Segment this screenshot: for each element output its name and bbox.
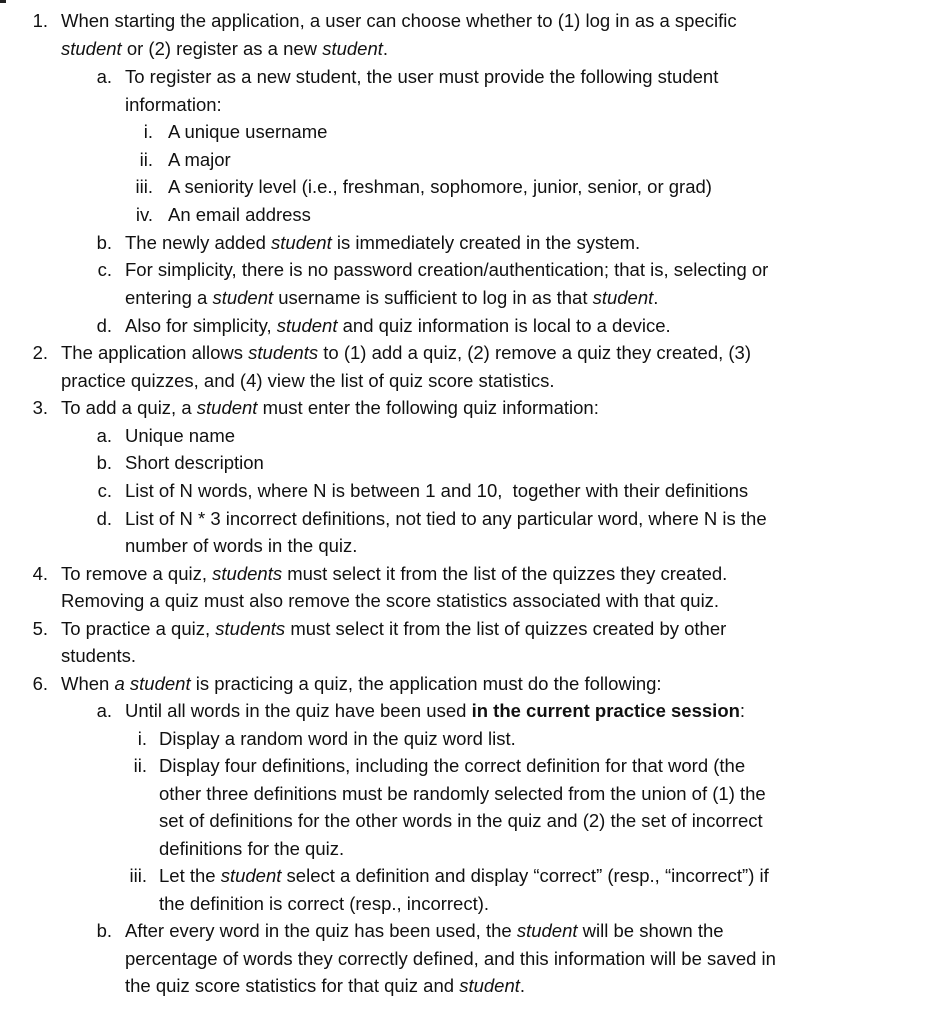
text-run: .	[519, 975, 526, 996]
text-run: student	[592, 287, 654, 308]
req-6a-ii-line-4	[159, 835, 344, 862]
line-text	[125, 700, 745, 721]
line-text	[159, 728, 516, 749]
line-text	[125, 920, 724, 941]
line-text	[61, 590, 719, 611]
req-1a-line-2	[125, 91, 222, 118]
req-1-line-1	[32, 7, 737, 34]
text-run: to (1) add a quiz, (2) remove a quiz they created, (3)	[318, 342, 752, 363]
text-run: number of words in the quiz.	[125, 535, 358, 556]
line-text	[159, 893, 489, 914]
text-run: practice quizzes, and (4) view the list of quiz score statistics.	[61, 370, 555, 391]
line-text	[125, 259, 768, 280]
text-run: Short description	[125, 452, 264, 473]
text-run: student	[271, 232, 332, 253]
list-roman: iii.	[129, 865, 147, 886]
req-1-line-2	[61, 35, 388, 62]
text-run: Display a random word in the quiz word list.	[159, 728, 516, 749]
line-text	[61, 397, 599, 418]
text-run: student	[276, 315, 338, 336]
line-text	[159, 838, 344, 859]
text-run: Until all words in the quiz have been used	[125, 700, 472, 721]
text-run: An email address	[168, 204, 311, 225]
line-text	[61, 342, 751, 363]
text-run: username is sufficient to log in as that	[273, 287, 593, 308]
list-letter: a.	[96, 425, 112, 446]
line-text	[125, 480, 748, 501]
text-run: must enter the following quiz information:	[257, 397, 599, 418]
req-3d-line-2	[125, 532, 357, 559]
line-text	[61, 645, 136, 666]
req-6a-iii-line-2	[159, 890, 489, 917]
req-1c-line-1	[97, 256, 769, 283]
req-1a-iii	[135, 173, 712, 200]
list-number: 5.	[32, 618, 48, 639]
text-run: A major	[168, 149, 231, 170]
list-roman: i.	[137, 728, 147, 749]
text-run: When	[61, 673, 115, 694]
req-6a-iii-line-1	[129, 862, 769, 889]
line-text	[125, 315, 671, 336]
text-run: For simplicity, there is no password creation/authentication; that is, selecting or	[125, 259, 769, 280]
text-run: student	[516, 920, 578, 941]
text-run: is practicing a quiz, the application must do the following:	[190, 673, 662, 694]
text-run: Display four definitions, including the correct definition for that word (the	[159, 755, 746, 776]
text-run: student	[61, 38, 122, 59]
text-run: students	[215, 618, 286, 639]
text-run: and quiz information is local to a device.	[337, 315, 671, 336]
text-run: is immediately created in the system.	[331, 232, 641, 253]
line-text	[168, 121, 327, 142]
text-run: A unique username	[168, 121, 328, 142]
text-run: in the current practice session	[471, 700, 740, 721]
text-run: students	[248, 342, 319, 363]
text-run: .	[653, 287, 659, 308]
line-text	[61, 10, 737, 31]
text-run: The application allows	[61, 342, 249, 363]
req-2-line-1	[32, 339, 752, 366]
text-run: To remove a quiz,	[61, 563, 213, 584]
list-letter: b.	[96, 920, 112, 941]
text-run: percentage of words they correctly defined, and this information will be saved in	[125, 948, 776, 969]
line-text	[61, 618, 726, 639]
line-text	[125, 535, 357, 556]
text-run: To practice a quiz,	[61, 618, 216, 639]
text-run: Also for simplicity,	[125, 315, 277, 336]
line-text	[159, 865, 769, 886]
list-letter: c.	[97, 480, 112, 501]
req-6	[32, 670, 662, 697]
req-4-line-2	[61, 587, 719, 614]
text-run: student	[322, 38, 383, 59]
text-run: definitions for the quiz.	[159, 838, 345, 859]
line-text	[159, 810, 763, 831]
req-6a-ii-line-3	[159, 807, 763, 834]
line-text	[61, 38, 388, 59]
text-run: Unique name	[125, 425, 236, 446]
line-text	[125, 452, 264, 473]
text-run: students.	[61, 645, 137, 666]
list-roman: i.	[143, 121, 153, 142]
text-run: student	[459, 975, 520, 996]
text-run: Removing a quiz must also remove the score statistics associated with that quiz.	[61, 590, 720, 611]
req-1a-line-1	[96, 63, 719, 90]
page-edge-mark	[0, 0, 6, 3]
req-3d-line-1	[96, 505, 767, 532]
line-text	[168, 204, 311, 225]
text-run: the definition is correct (resp., incorrect).	[159, 893, 490, 914]
text-run: After every word in the quiz has been used, the	[125, 920, 517, 941]
list-letter: a.	[96, 66, 112, 87]
text-run: To register as a new student, the user must provide the following student	[125, 66, 719, 87]
list-roman: ii.	[133, 755, 147, 776]
req-1a-ii	[139, 146, 231, 173]
text-run: :	[739, 700, 746, 721]
text-run: information:	[125, 94, 222, 115]
text-run: other three definitions must be randomly selected from the union of (1) the	[159, 783, 766, 804]
text-run: or (2) register as a new	[121, 38, 323, 59]
text-run: List of N * 3 incorrect definitions, not tied to any particular word, where N is the	[125, 508, 767, 529]
list-number: 1.	[32, 10, 48, 31]
list-number: 3.	[32, 397, 48, 418]
list-letter: b.	[96, 452, 112, 473]
req-4-line-1	[32, 560, 728, 587]
line-text	[168, 176, 712, 197]
text-run: set of definitions for the other words in the quiz and (2) the set of incorrect	[159, 810, 763, 831]
line-text	[125, 425, 235, 446]
line-text	[61, 673, 662, 694]
text-run: will be shown the	[577, 920, 724, 941]
text-run: A seniority level (i.e., freshman, sophomore, junior, senior, or grad)	[168, 176, 712, 197]
text-run: student	[220, 865, 282, 886]
line-text	[159, 755, 745, 776]
text-run: To add a quiz, a	[61, 397, 197, 418]
line-text	[125, 287, 658, 308]
req-1c-line-2	[125, 284, 658, 311]
req-5-line-2	[61, 642, 136, 669]
req-3a	[96, 422, 236, 449]
list-letter: a.	[96, 700, 112, 721]
req-2-line-2	[61, 367, 555, 394]
text-run: When starting the application, a user can choose whether to (1) log in as a specific	[61, 10, 737, 31]
text-run: a student	[114, 673, 191, 694]
req-6b-line-2	[125, 945, 776, 972]
text-run: .	[382, 38, 389, 59]
text-run: student	[212, 287, 274, 308]
req-6a-ii-line-2	[159, 780, 766, 807]
req-3c	[97, 477, 749, 504]
list-roman: iv.	[135, 204, 153, 225]
req-3	[32, 394, 599, 421]
list-number: 2.	[32, 342, 48, 363]
req-1d	[96, 312, 671, 339]
line-text	[61, 370, 555, 391]
line-text	[168, 149, 231, 170]
text-run: List of N words, where N is between 1 and 10, together with their definitions	[125, 480, 749, 501]
line-text	[61, 563, 727, 584]
list-letter: d.	[96, 508, 112, 529]
text-run: entering a	[125, 287, 213, 308]
req-6a	[96, 697, 746, 724]
list-letter: c.	[97, 259, 112, 280]
text-run: The newly added	[125, 232, 272, 253]
line-text	[159, 783, 766, 804]
req-1a-iv	[135, 201, 311, 228]
text-run: must select it from the list of quizzes created by other	[285, 618, 727, 639]
line-text	[125, 94, 222, 115]
list-number: 4.	[32, 563, 48, 584]
line-text	[125, 948, 776, 969]
list-number: 6.	[32, 673, 48, 694]
text-run: students	[212, 563, 283, 584]
req-1b	[96, 229, 641, 256]
line-text	[125, 232, 640, 253]
text-run: student	[196, 397, 258, 418]
req-6b-line-3	[125, 972, 525, 999]
line-text	[125, 975, 525, 996]
req-6a-ii-line-1	[133, 752, 746, 779]
req-6b-line-1	[96, 917, 724, 944]
req-1a-i	[143, 118, 328, 145]
list-roman: iii.	[135, 176, 153, 197]
text-run: Let the	[159, 865, 221, 886]
text-run: the quiz score statistics for that quiz and	[125, 975, 460, 996]
text-run: select a definition and display “correct” (resp., “incorrect”) if	[281, 865, 769, 886]
list-letter: b.	[96, 232, 112, 253]
line-text	[125, 508, 767, 529]
text-run: must select it from the list of the quizzes they created.	[282, 563, 728, 584]
list-letter: d.	[96, 315, 112, 336]
list-roman: ii.	[139, 149, 153, 170]
line-text	[125, 66, 718, 87]
req-5-line-1	[32, 615, 727, 642]
req-6a-i	[137, 725, 516, 752]
req-3b	[96, 449, 264, 476]
